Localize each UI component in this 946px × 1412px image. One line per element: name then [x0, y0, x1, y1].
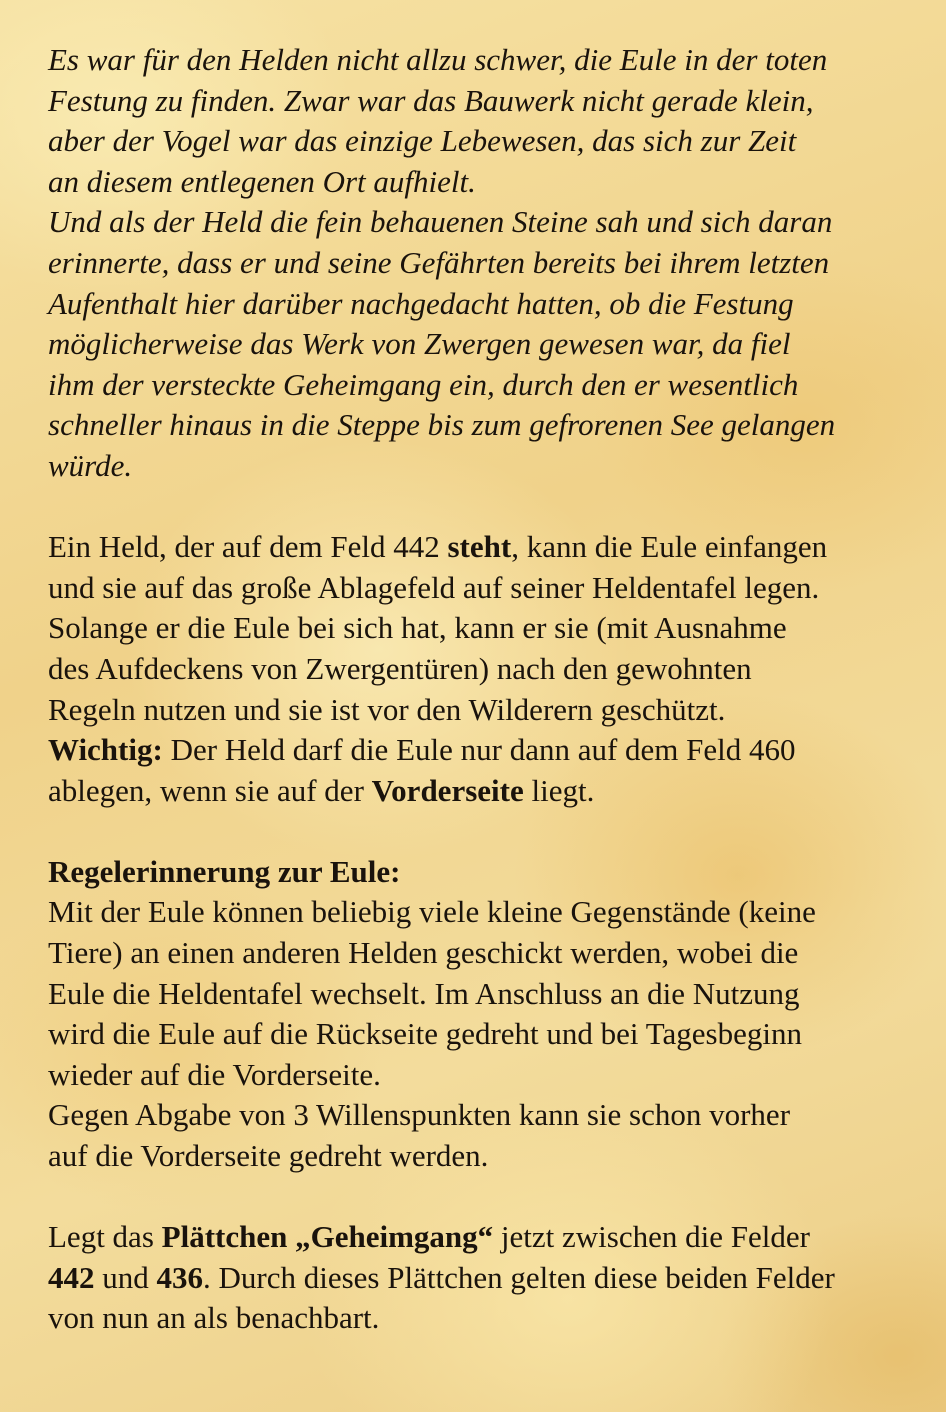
reminder-line: Eule die Heldentafel wechselt. Im Anschluss an die Nutzung — [48, 975, 800, 1011]
tile-name: Plättchen „Geheimgang“ — [161, 1219, 494, 1255]
rules-emphasis: Vorderseite — [371, 772, 524, 808]
reminder-line: wird die Eule auf die Rückseite gedreht und bei Tagesbeginn — [48, 1016, 802, 1052]
reminder-paragraph — [48, 852, 928, 1177]
rules-line — [48, 527, 928, 568]
rules-text: Ein Held, der auf dem Feld 442 — [48, 529, 448, 565]
paragraph-spacer — [48, 811, 928, 852]
text-column — [48, 40, 928, 1339]
field-number: 436 — [156, 1259, 203, 1295]
tile-text: Legt das — [48, 1219, 162, 1255]
rules-line: Regeln nutzen und sie ist vor den Wilderern geschützt. — [48, 691, 726, 727]
rules-text: Der Held darf die Eule nur dann auf dem Feld 460 — [162, 732, 796, 768]
important-label: Wichtig: — [48, 732, 163, 768]
rules-text: , kann die Eule einfangen — [511, 529, 828, 565]
tile-text: und — [94, 1259, 157, 1295]
tile-text: jetzt zwischen die Felder — [493, 1219, 810, 1255]
story-line: Aufenthalt hier darüber nachgedacht hatten, ob die Festung — [48, 285, 794, 321]
reminder-line: wieder auf die Vorderseite. — [48, 1056, 381, 1092]
rules-line: des Aufdeckens von Zwergentüren) nach den gewohnten — [48, 650, 752, 686]
field-number: 442 — [48, 1259, 95, 1295]
rules-emphasis: steht — [447, 529, 512, 565]
story-line: möglicherweise das Werk von Zwergen gewesen war, da fiel — [48, 326, 791, 362]
tile-line — [48, 1258, 928, 1299]
story-line: an diesem entlegenen Ort aufhielt. — [48, 163, 476, 199]
story-line: schneller hinaus in die Steppe bis zum gefrorenen See gelangen — [48, 407, 836, 443]
story-line: Es war für den Helden nicht allzu schwer, die Eule in der toten — [48, 42, 828, 77]
rules-text: ablegen, wenn sie auf der — [48, 772, 372, 808]
story-line: würde. — [48, 447, 133, 483]
story-line: Festung zu finden. Zwar war das Bauwerk nicht gerade klein, — [48, 82, 814, 118]
paragraph-spacer — [48, 487, 928, 528]
tile-paragraph — [48, 1217, 928, 1339]
tile-text: . Durch dieses Plättchen gelten diese beiden Felder — [203, 1259, 835, 1295]
story-line: aber der Vogel war das einzige Lebewesen, das sich zur Zeit — [48, 123, 797, 159]
story-paragraph — [48, 40, 928, 487]
tile-line — [48, 1217, 928, 1258]
rules-paragraph — [48, 527, 928, 811]
story-line: erinnerte, dass er und seine Gefährten bereits bei ihrem letzten — [48, 244, 830, 280]
reminder-line: auf die Vorderseite gedreht werden. — [48, 1138, 489, 1174]
reminder-heading: Regelerinnerung zur Eule: — [48, 853, 401, 889]
rules-line — [48, 771, 928, 812]
story-line: Und als der Held die fein behauenen Steine sah und sich daran — [48, 204, 833, 240]
paragraph-spacer — [48, 1177, 928, 1218]
story-line: ihm der versteckte Geheimgang ein, durch den er wesentlich — [48, 366, 799, 402]
tile-line: von nun an als benachbart. — [48, 1300, 380, 1336]
rules-line: Solange er die Eule bei sich hat, kann er sie (mit Ausnahme — [48, 610, 787, 646]
reminder-line: Tiere) an einen anderen Helden geschickt werden, wobei die — [48, 935, 799, 971]
rules-line: und sie auf das große Ablagefeld auf seiner Heldentafel legen. — [48, 569, 820, 605]
rules-text: liegt. — [523, 772, 595, 808]
reminder-line: Gegen Abgabe von 3 Willenspunkten kann sie schon vorher — [48, 1097, 791, 1133]
rules-line — [48, 730, 928, 771]
reminder-line: Mit der Eule können beliebig viele kleine Gegenstände (keine — [48, 894, 816, 930]
